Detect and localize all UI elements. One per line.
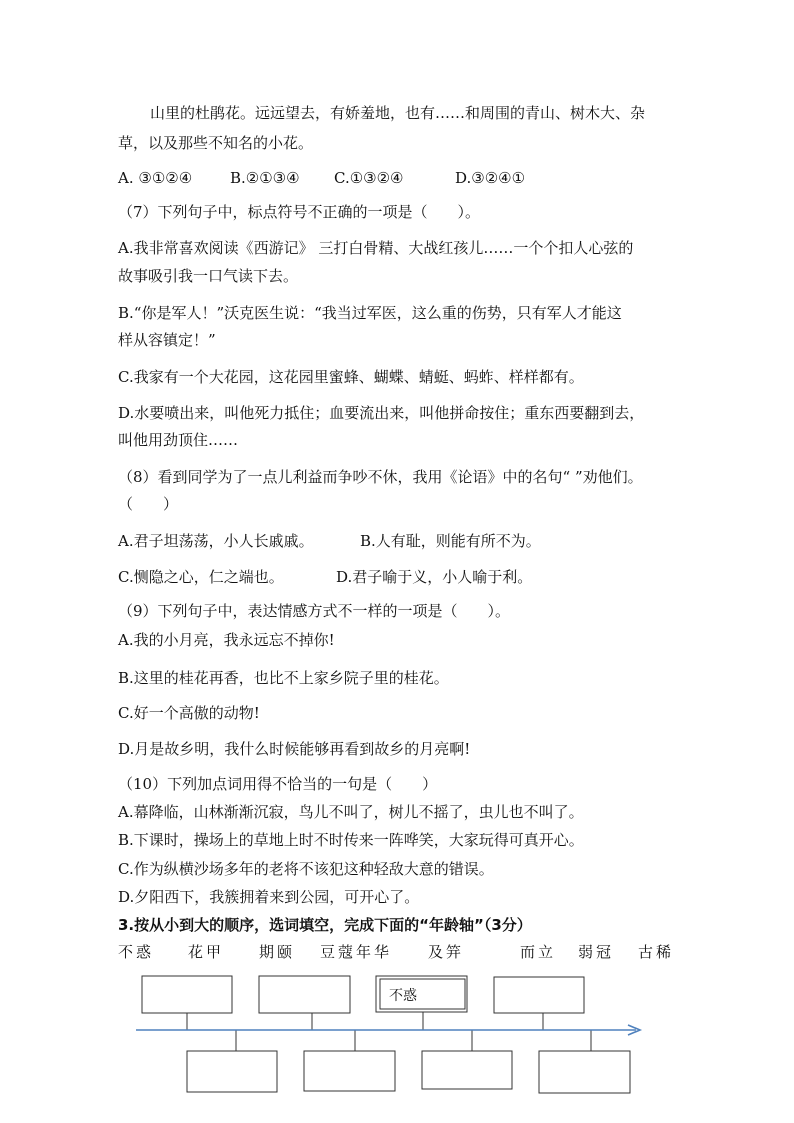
q6-option-c: C.①③②④ — [334, 169, 404, 187]
q7-option-a-line2: 故事吸引我一口气读下去。 — [118, 267, 299, 285]
passage-line-2: 草，以及那些不知名的小花。 — [118, 134, 314, 152]
word-bank-item: 及笄 — [428, 943, 465, 961]
q10-option-c: C.作为纵横沙场多年的老将不该犯这种轻敌大意的错误。 — [118, 860, 494, 878]
word-bank-item: 期颐 — [259, 943, 296, 961]
passage-line-1: 山里的杜鹃花。远远望去，有娇羞地，也有……和周围的青山、树木大、杂 — [150, 104, 646, 122]
answer-box[interactable] — [494, 977, 584, 1013]
q7-option-a-line1: A.我非常喜欢阅读《西游记》 三打白骨精、大战红孩儿……一个个扣人心弦的 — [118, 239, 634, 257]
answer-box[interactable] — [259, 976, 350, 1013]
q10-option-a: A.幕降临，山林渐渐沉寂，鸟儿不叫了，树儿不摇了，虫儿也不叫了。 — [118, 803, 584, 821]
q9-option-d: D.月是故乡明，我什么时候能够再看到故乡的月亮啊! — [118, 740, 471, 758]
q9-option-c: C.好一个高傲的动物! — [118, 704, 260, 722]
q7-option-b-line1: B.“你是军人！”沃克医生说：“我当过军医，这么重的伤势，只有军人才能这 — [118, 304, 622, 322]
q7-option-d-line2: 叫他用劲顶住…… — [118, 431, 239, 449]
answer-box[interactable] — [304, 1051, 395, 1091]
q8-option-b: B.人有耻，则能有所不为。 — [360, 532, 541, 550]
q6-option-b: B.②①③④ — [230, 169, 300, 187]
q8-option-c: C.恻隐之心，仁之端也。 — [118, 568, 284, 586]
word-bank-item: 而立 — [520, 943, 557, 961]
q8-option-d: D.君子喻于义，小人喻于利。 — [336, 568, 533, 586]
word-bank-item: 不惑 — [118, 943, 155, 961]
q6-option-d: D.③②④① — [455, 169, 526, 187]
q3-heading: 3.按从小到大的顺序，选词填空，完成下面的“年龄轴”（3分） — [118, 916, 532, 934]
answer-box[interactable] — [187, 1051, 277, 1092]
word-bank-item: 花甲 — [188, 943, 225, 961]
q6-option-a: A. ③①②④ — [118, 169, 193, 187]
q10-option-d: D.夕阳西下，我簇拥着来到公园，可开心了。 — [118, 888, 420, 906]
q7-option-b-line2: 样从容镇定！” — [118, 331, 216, 349]
q7-option-c: C.我家有一个大花园，这花园里蜜蜂、蝴蝶、蜻蜓、蚂蚱、样样都有。 — [118, 368, 584, 386]
answer-box[interactable] — [539, 1051, 630, 1093]
word-bank-item: 弱冠 — [578, 943, 615, 961]
q10-stem: （10）下列加点词用得不恰当的一句是（ ） — [118, 775, 438, 793]
q9-stem: （9）下列句子中，表达情感方式不一样的一项是（ ）。 — [118, 602, 511, 620]
q8-answer-bracket: （ ） — [118, 495, 179, 513]
q8-stem: （8）看到同学为了一点儿利益而争吵不休，我用《论语》中的名句“ ”劝他们。 — [118, 468, 643, 486]
q8-option-a: A.君子坦荡荡，小人长戚戚。 — [118, 532, 314, 550]
answer-box[interactable] — [422, 1051, 512, 1089]
filled-box-label: 不惑 — [389, 988, 417, 1004]
word-bank-item: 豆蔻年华 — [320, 943, 393, 961]
q9-option-a: A.我的小月亮，我永远忘不掉你! — [118, 631, 335, 649]
q9-option-b: B.这里的桂花再香，也比不上家乡院子里的桂花。 — [118, 669, 449, 687]
q7-stem: （7）下列句子中，标点符号不正确的一项是（ ）。 — [118, 203, 481, 221]
q10-option-b: B.下课时，操场上的草地上时不时传来一阵哗笑，大家玩得可真开心。 — [118, 831, 584, 849]
word-bank-item: 古稀 — [638, 943, 675, 961]
answer-box[interactable] — [142, 976, 232, 1013]
q7-option-d-line1: D.水要喷出来，叫他死力抵住；血要流出来，叫他拼命按住；重东西要翻到去， — [118, 404, 645, 422]
